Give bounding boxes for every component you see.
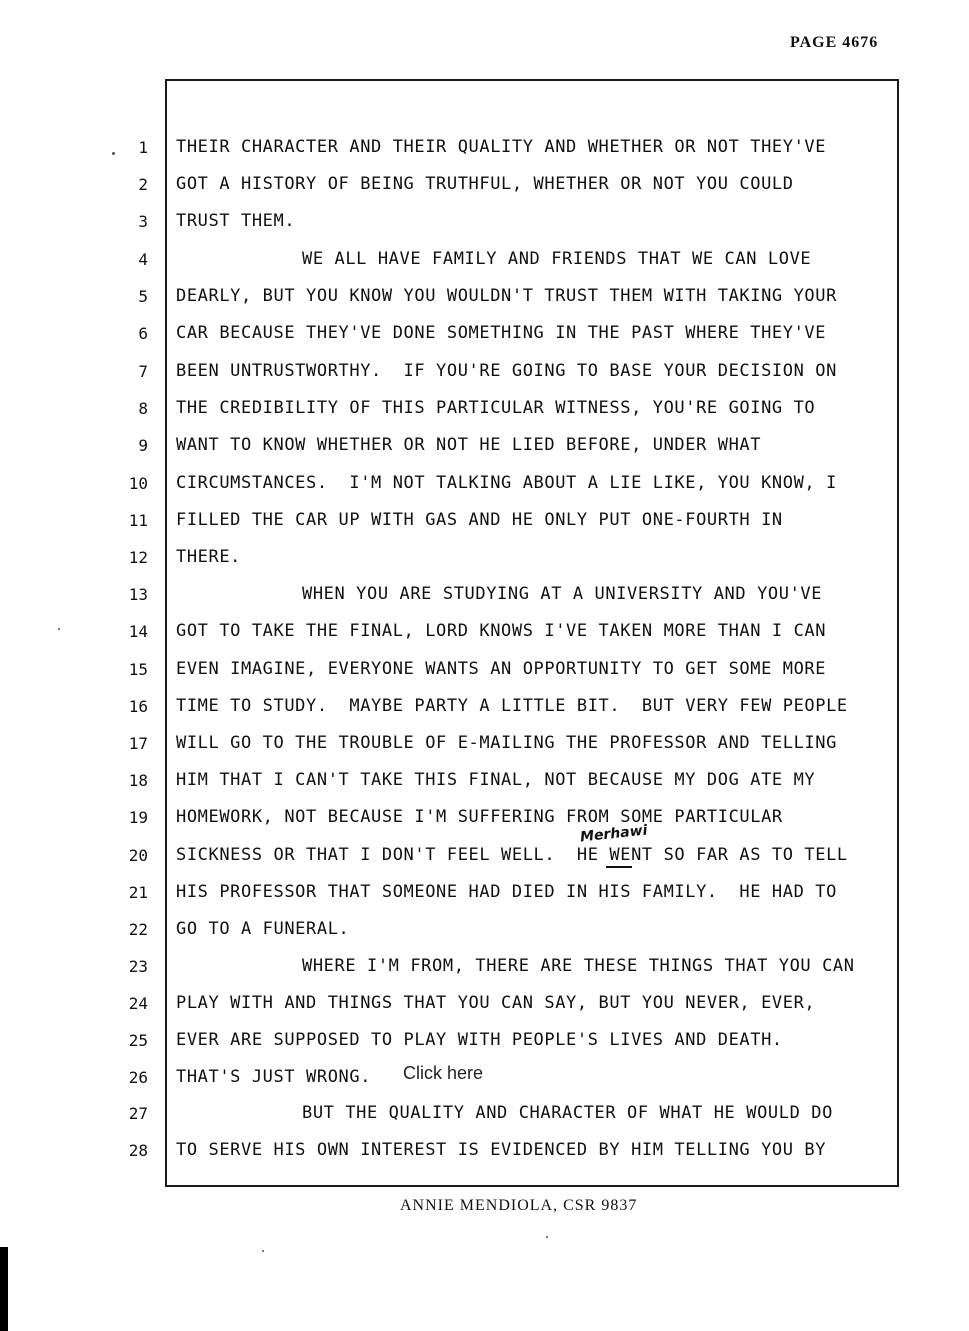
line-number: 1 xyxy=(138,138,148,157)
line-number: 26 xyxy=(128,1068,148,1087)
line-number: 23 xyxy=(128,957,148,976)
line-number: 7 xyxy=(138,362,148,381)
line-number: 5 xyxy=(138,287,148,306)
line-number: 14 xyxy=(128,622,148,641)
line-number: 9 xyxy=(138,436,148,455)
scan-speck xyxy=(262,1250,264,1252)
scan-speck xyxy=(58,628,60,630)
transcript-line: TIME TO STUDY. MAYBE PARTY A LITTLE BIT. BUT VERY FEW PEOPLE xyxy=(176,696,848,716)
line-number: 20 xyxy=(128,846,148,865)
line-number: 27 xyxy=(128,1104,148,1123)
transcript-line: FILLED THE CAR UP WITH GAS AND HE ONLY PUT ONE-FOURTH IN xyxy=(176,510,783,530)
line-number: 24 xyxy=(128,994,148,1013)
transcript-line: HIS PROFESSOR THAT SOMEONE HAD DIED IN HIS FAMILY. HE HAD TO xyxy=(176,882,837,902)
line-number: 21 xyxy=(128,883,148,902)
line-number: 13 xyxy=(128,585,148,604)
transcript-line: THAT'S JUST WRONG. xyxy=(176,1067,372,1087)
line-number: 17 xyxy=(128,734,148,753)
transcript-line: WE ALL HAVE FAMILY AND FRIENDS THAT WE CAN LOVE xyxy=(302,249,812,269)
line-number: 3 xyxy=(138,212,148,231)
click-here-link[interactable]: Click here xyxy=(403,1063,484,1083)
transcript-line: CAR BECAUSE THEY'VE DONE SOMETHING IN THE PAST WHERE THEY'VE xyxy=(176,323,827,343)
transcript-line: WILL GO TO THE TROUBLE OF E-MAILING THE PROFESSOR AND TELLING xyxy=(176,733,837,753)
transcript-line: THEIR CHARACTER AND THEIR QUALITY AND WHETHER OR NOT THEY'VE xyxy=(176,137,827,157)
handwritten-underline xyxy=(606,866,632,868)
transcript-line: GOT TO TAKE THE FINAL, LORD KNOWS I'VE TAKEN MORE THAN I CAN xyxy=(176,621,827,641)
transcript-line: THE CREDIBILITY OF THIS PARTICULAR WITNESS, YOU'RE GOING TO xyxy=(176,398,816,418)
transcript-line: EVER ARE SUPPOSED TO PLAY WITH PEOPLE'S LIVES AND DEATH. xyxy=(176,1030,783,1050)
transcript-line: THERE. xyxy=(176,547,242,567)
line-number: 18 xyxy=(128,771,148,790)
transcript-line: WHEN YOU ARE STUDYING AT A UNIVERSITY AND YOU'VE xyxy=(302,584,823,604)
line-number: 15 xyxy=(128,660,148,679)
transcript-line: HIM THAT I CAN'T TAKE THIS FINAL, NOT BECAUSE MY DOG ATE MY xyxy=(176,770,816,790)
transcript-line: CIRCUMSTANCES. I'M NOT TALKING ABOUT A LIE LIKE, YOU KNOW, I xyxy=(176,473,837,493)
line-number: 16 xyxy=(128,697,148,716)
line-number: 6 xyxy=(138,324,148,343)
transcript-line: GOT A HISTORY OF BEING TRUTHFUL, WHETHER OR NOT YOU COULD xyxy=(176,174,794,194)
line-number: 28 xyxy=(128,1141,148,1160)
transcript-line: HOMEWORK, NOT BECAUSE I'M SUFFERING FROM SOME PARTICULAR xyxy=(176,807,783,827)
scan-margin-bar xyxy=(0,1247,8,1331)
line-number: 19 xyxy=(128,808,148,827)
line-number: 8 xyxy=(138,399,148,418)
transcript-line: EVEN IMAGINE, EVERYONE WANTS AN OPPORTUNITY TO GET SOME MORE xyxy=(176,659,827,679)
transcript-line: BUT THE QUALITY AND CHARACTER OF WHAT HE WOULD DO xyxy=(302,1103,833,1123)
line-number: 11 xyxy=(128,511,148,530)
page-number: PAGE 4676 xyxy=(790,34,879,51)
transcript-line: DEARLY, BUT YOU KNOW YOU WOULDN'T TRUST THEM WITH TAKING YOUR xyxy=(176,286,837,306)
transcript-line: WHERE I'M FROM, THERE ARE THESE THINGS THAT YOU CAN xyxy=(302,956,855,976)
scan-speck xyxy=(546,1236,548,1238)
transcript-line: TO SERVE HIS OWN INTEREST IS EVIDENCED BY HIM TELLING YOU BY xyxy=(176,1140,827,1160)
transcript-line: PLAY WITH AND THINGS THAT YOU CAN SAY, BUT YOU NEVER, EVER, xyxy=(176,993,816,1013)
transcript-line: WANT TO KNOW WHETHER OR NOT HE LIED BEFORE, UNDER WHAT xyxy=(176,435,762,455)
page-footer: ANNIE MENDIOLA, CSR 9837 xyxy=(400,1197,638,1214)
handwritten-annotation: Merhawi xyxy=(579,822,649,846)
transcript-line: GO TO A FUNERAL. xyxy=(176,919,350,939)
transcript-line: SICKNESS OR THAT I DON'T FEEL WELL. HE WENT SO FAR AS TO TELL xyxy=(176,845,848,865)
transcript-line: TRUST THEM. xyxy=(176,211,296,231)
line-number: 2 xyxy=(138,175,148,194)
line-number: 10 xyxy=(128,474,148,493)
line-number: 22 xyxy=(128,920,148,939)
transcript-line: BEEN UNTRUSTWORTHY. IF YOU'RE GOING TO BASE YOUR DECISION ON xyxy=(176,361,837,381)
line-number: 25 xyxy=(128,1031,148,1050)
scan-speck xyxy=(112,152,115,155)
line-number: 4 xyxy=(138,250,148,269)
line-number: 12 xyxy=(128,548,148,567)
